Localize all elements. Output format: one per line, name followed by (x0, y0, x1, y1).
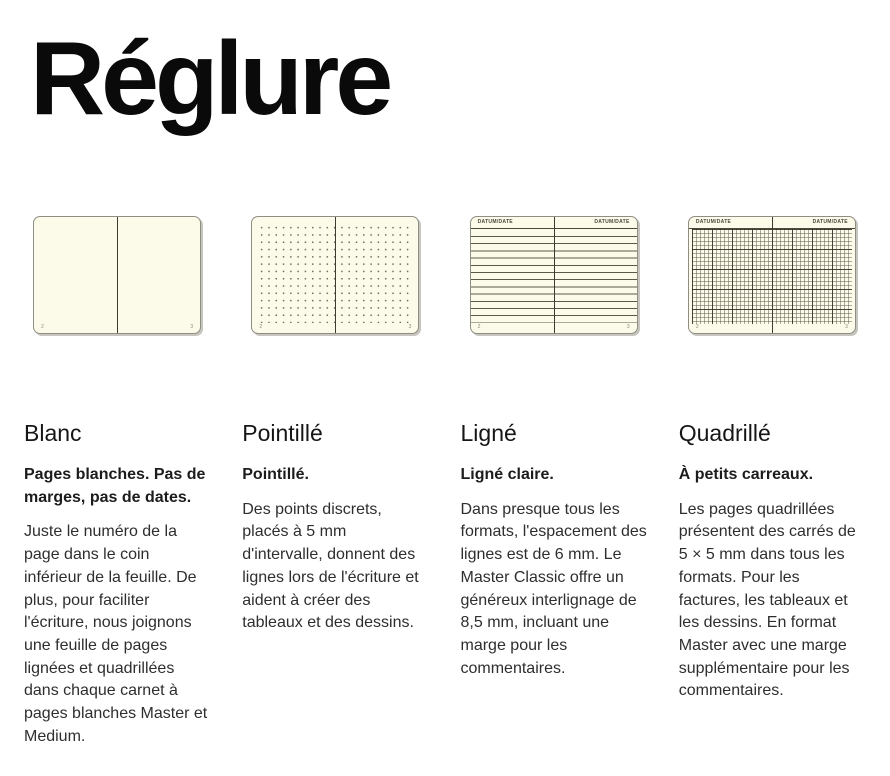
section-body: Juste le numéro de la page dans le coin inférieur de la feuille. De plus, pour faciliter l'écriture, nous joignons une feuille de pages lignées et quadrillées dans chaque carnet à pages blanches Master et Medium. (24, 523, 208, 745)
page-number-left: 2 (259, 324, 263, 331)
page-number-right: 3 (626, 324, 630, 331)
notebook-preview-quadrille (688, 216, 856, 334)
section-blanc (24, 216, 210, 748)
section-body: Les pages quadrillées présentent des carrés de 5 × 5 mm dans tous les formats. Pour les factures, les tableaux et les dessins. En format Master avec une marge supplémentaire pour les commentaires. (678, 500, 856, 700)
notebook-preview-ligne (470, 216, 638, 334)
notebook-spine-divider (554, 217, 555, 333)
section-pointille (242, 216, 428, 748)
page-number-left: 2 (41, 324, 44, 331)
section-subtitle: Pointillé. (242, 465, 309, 483)
date-label-right: DATUM/DATE (594, 219, 630, 226)
page-number-right: 3 (190, 324, 194, 331)
section-subtitle: Ligné claire. (460, 465, 554, 483)
ruling-sections-grid (0, 216, 890, 768)
section-quadrille (679, 216, 865, 748)
section-title: Blanc (24, 420, 82, 447)
section-title: Pointillé (242, 420, 323, 447)
notebook-preview-blanc (33, 216, 201, 334)
section-body: Dans presque tous les formats, l'espacement des lignes est de 6 mm. Le Master Classic offre un généreux interlignage de 8,5 mm, incluant une marge pour les commentaires. (460, 500, 647, 677)
notebook-spine-divider (117, 217, 118, 333)
date-label-right: DATUM/DATE (812, 219, 848, 226)
date-label-left: DATUM/DATE (695, 219, 732, 226)
section-title: Quadrillé (678, 420, 771, 447)
page-number-right: 3 (408, 324, 412, 331)
notebook-preview-pointille (251, 216, 419, 334)
notebook-spine-divider (772, 217, 773, 333)
notebook-spine-divider (335, 217, 336, 333)
section-subtitle: Pages blanches. Pas de marges, pas de dates. (24, 465, 206, 506)
page-number-right: 3 (845, 324, 848, 331)
section-body: Des points discrets, placés à 5 mm d'intervalle, donnent des lignes lors de l'écriture et aident à créer des tableaux et des dessins. (242, 500, 419, 632)
date-label-left: DATUM/DATE (477, 219, 513, 226)
section-ligne (461, 216, 647, 748)
section-title: Ligné (460, 420, 517, 447)
page-number-left: 2 (477, 324, 481, 331)
page-number-left: 2 (695, 324, 699, 331)
page-title: Réglure (30, 21, 390, 137)
section-subtitle: À petits carreaux. (678, 465, 814, 483)
